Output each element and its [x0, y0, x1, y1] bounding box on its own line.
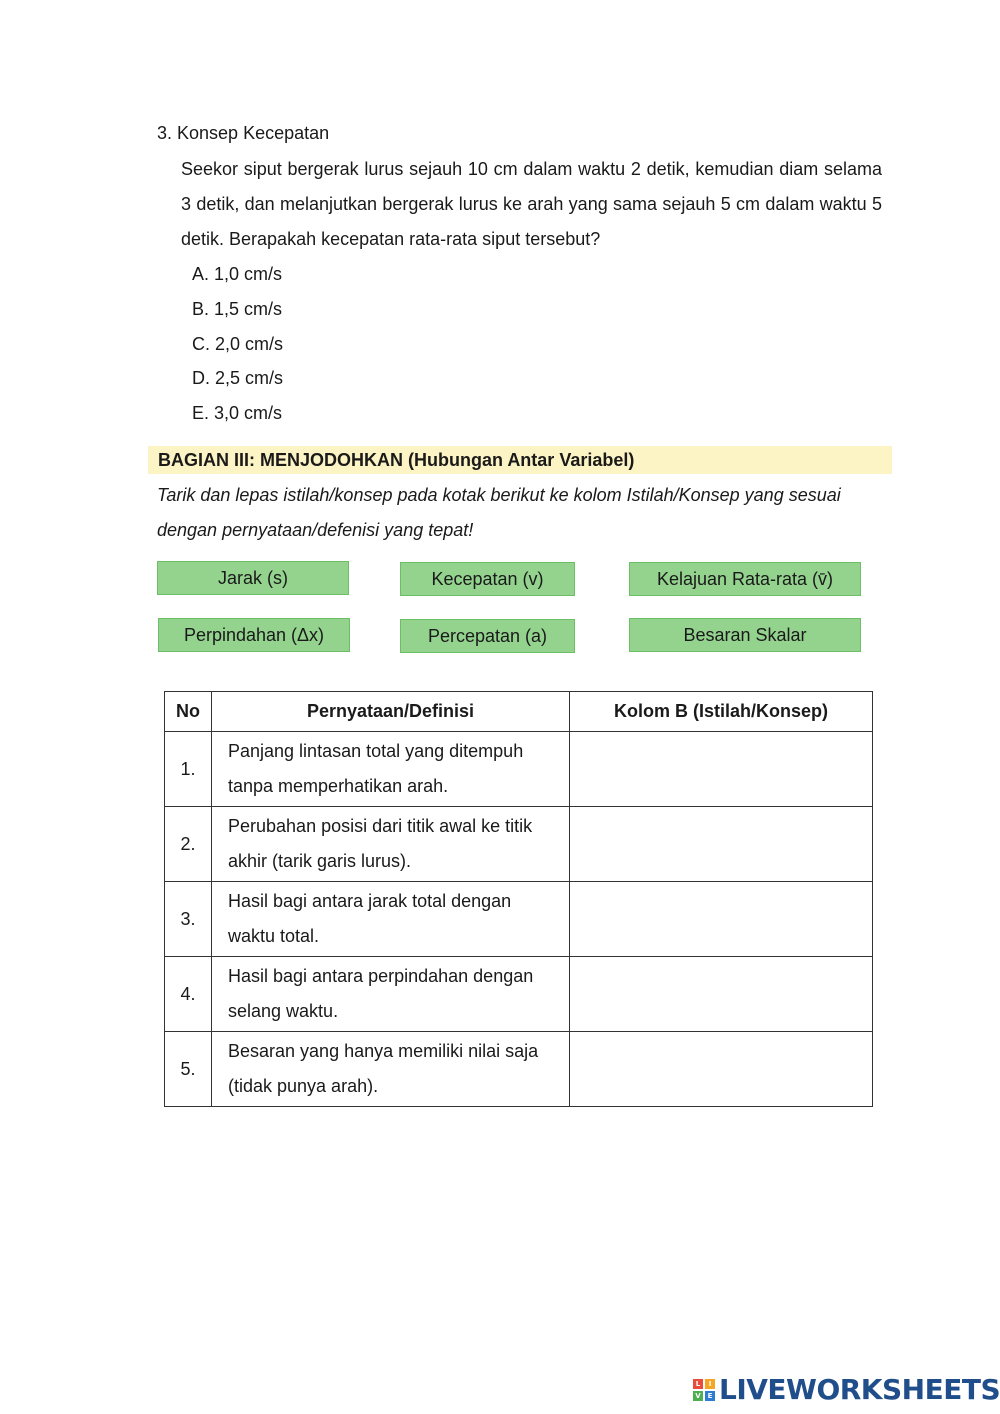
row-number: 4. — [165, 957, 212, 1032]
liveworksheets-logo — [693, 1374, 1000, 1406]
answer-drop-zone[interactable] — [570, 957, 873, 1032]
header-definition: Pernyataan/Definisi — [212, 692, 570, 732]
option-a: A. 1,0 cm/s — [192, 264, 283, 284]
drag-chip-percepatan[interactable]: Percepatan (a) — [400, 619, 575, 653]
table-header-row — [165, 692, 873, 732]
table-row — [165, 807, 873, 882]
drag-chip-besaran-skalar[interactable]: Besaran Skalar — [629, 618, 861, 652]
row-number: 1. — [165, 732, 212, 807]
row-definition: Hasil bagi antara jarak total dengan waktu total. — [212, 882, 570, 957]
drag-chip-jarak[interactable]: Jarak (s) — [157, 561, 349, 595]
answer-drop-zone[interactable] — [570, 807, 873, 882]
drag-chip-perpindahan[interactable]: Perpindahan (Δx) — [158, 618, 350, 652]
option-b: B. 1,5 cm/s — [192, 298, 283, 319]
drag-chip-kelajuan-rata-rata[interactable]: Kelajuan Rata-rata (v̄) — [629, 562, 861, 596]
row-definition: Panjang lintasan total yang ditempuh tanpa memperhatikan arah. — [212, 732, 570, 807]
mark-letter-l: L — [693, 1379, 703, 1389]
row-number: 2. — [165, 807, 212, 882]
row-definition: Perubahan posisi dari titik awal ke titik akhir (tarik garis lurus). — [212, 807, 570, 882]
drag-chip-kecepatan[interactable]: Kecepatan (v) — [400, 562, 575, 596]
answer-drop-zone[interactable] — [570, 732, 873, 807]
question-block — [157, 120, 882, 431]
row-definition: Besaran yang hanya memiliki nilai saja (tidak punya arah). — [212, 1032, 570, 1107]
table-row — [165, 732, 873, 807]
question-text: Seekor siput bergerak lurus sejauh 10 cm dalam waktu 2 detik, kemudian diam selama 3 detik, dan melanjutkan bergerak lurus ke arah yang sama sejauh 5 cm dalam waktu 5 detik. Berapakah kecepatan rata-rata siput tersebut? — [181, 159, 882, 249]
section-instruction: Tarik dan lepas istilah/konsep pada kotak berikut ke kolom Istilah/Konsep yang sesuai dengan pernyataan/defenisi yang tepat! — [157, 485, 841, 540]
answer-slot[interactable] — [570, 883, 872, 956]
answer-drop-zone[interactable] — [570, 882, 873, 957]
option-e: E. 3,0 cm/s — [192, 403, 283, 424]
table-row — [165, 957, 873, 1032]
brand-text: LIVEWORKSHEETS — [719, 1373, 1000, 1406]
answer-slot[interactable] — [570, 733, 872, 806]
row-number: 3. — [165, 882, 212, 957]
options-list — [192, 257, 882, 431]
table-row — [165, 1032, 873, 1107]
question-title: 3. Konsep Kecepatan — [157, 123, 330, 143]
mark-letter-e: E — [705, 1391, 715, 1401]
answer-slot[interactable] — [570, 1033, 872, 1106]
mark-letter-v: V — [693, 1391, 703, 1401]
table-row — [165, 882, 873, 957]
section-header: BAGIAN III: MENJODOHKAN (Hubungan Antar Variabel) — [148, 446, 892, 474]
answer-slot[interactable] — [570, 958, 872, 1031]
row-number: 5. — [165, 1032, 212, 1107]
mark-letter-i: I — [705, 1379, 715, 1389]
liveworksheets-mark-icon — [693, 1379, 715, 1401]
matching-table — [164, 691, 873, 1107]
header-answer: Kolom B (Istilah/Konsep) — [570, 692, 873, 732]
answer-slot[interactable] — [570, 808, 872, 881]
answer-drop-zone[interactable] — [570, 1032, 873, 1107]
option-c: C. 2,0 cm/s — [192, 333, 284, 354]
option-d: D. 2,5 cm/s — [192, 368, 284, 389]
row-definition: Hasil bagi antara perpindahan dengan selang waktu. — [212, 957, 570, 1032]
header-no: No — [165, 692, 212, 732]
